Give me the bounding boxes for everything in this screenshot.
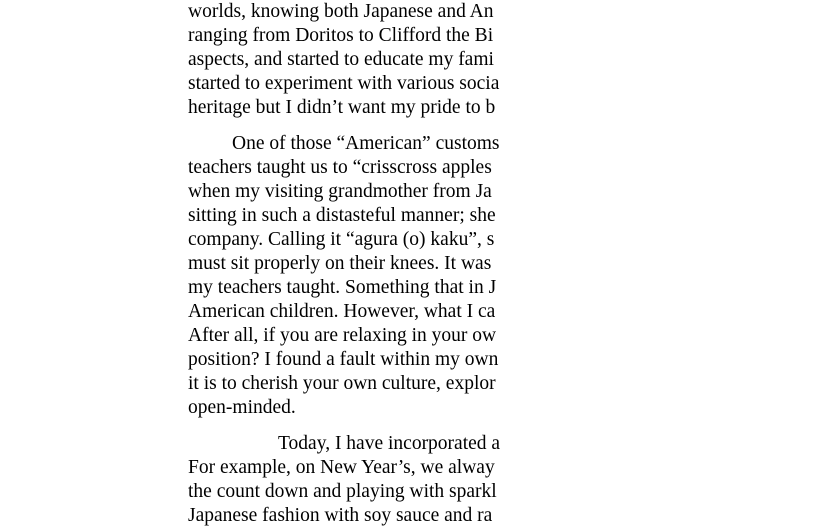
text-line: when my visiting grandmother from Ja: [188, 181, 492, 202]
paragraph-3: [188, 432, 828, 528]
text-line: must sit properly on their knees. It was: [188, 253, 492, 274]
text-line: worlds, knowing both Japanese and An: [188, 1, 494, 22]
text-line: teachers taught us to “crisscross apples: [188, 157, 492, 178]
essay-text: [188, 0, 828, 528]
text-line: it is to cherish your own culture, explor: [188, 373, 496, 394]
text-line: heritage but I didn’t want my pride to b: [188, 97, 496, 118]
text-line: After all, if you are relaxing in your ow: [188, 325, 497, 346]
text-line: my teachers taught. Something that in J: [188, 277, 497, 298]
text-line: One of those “American” customs: [232, 133, 500, 154]
text-line: Japanese fashion with soy sauce and ra: [188, 505, 493, 526]
paragraph-2: [188, 132, 828, 420]
text-line: the count down and playing with sparkl: [188, 481, 497, 502]
text-line: ranging from Doritos to Clifford the Bi: [188, 25, 494, 46]
text-line: company. Calling it “agura (o) kaku”, s: [188, 229, 495, 250]
paragraph-1: [188, 0, 828, 120]
text-line: sitting in such a distasteful manner; she: [188, 205, 496, 226]
text-line: Today, I have incorporated a: [278, 433, 501, 454]
text-line: American children. However, what I ca: [188, 301, 496, 322]
text-line: open-minded.: [188, 397, 296, 418]
text-line: position? I found a fault within my own: [188, 349, 499, 370]
text-line: started to experiment with various socia: [188, 73, 500, 94]
text-line: aspects, and started to educate my fami: [188, 49, 494, 70]
text-line: For example, on New Year’s, we alway: [188, 457, 495, 478]
